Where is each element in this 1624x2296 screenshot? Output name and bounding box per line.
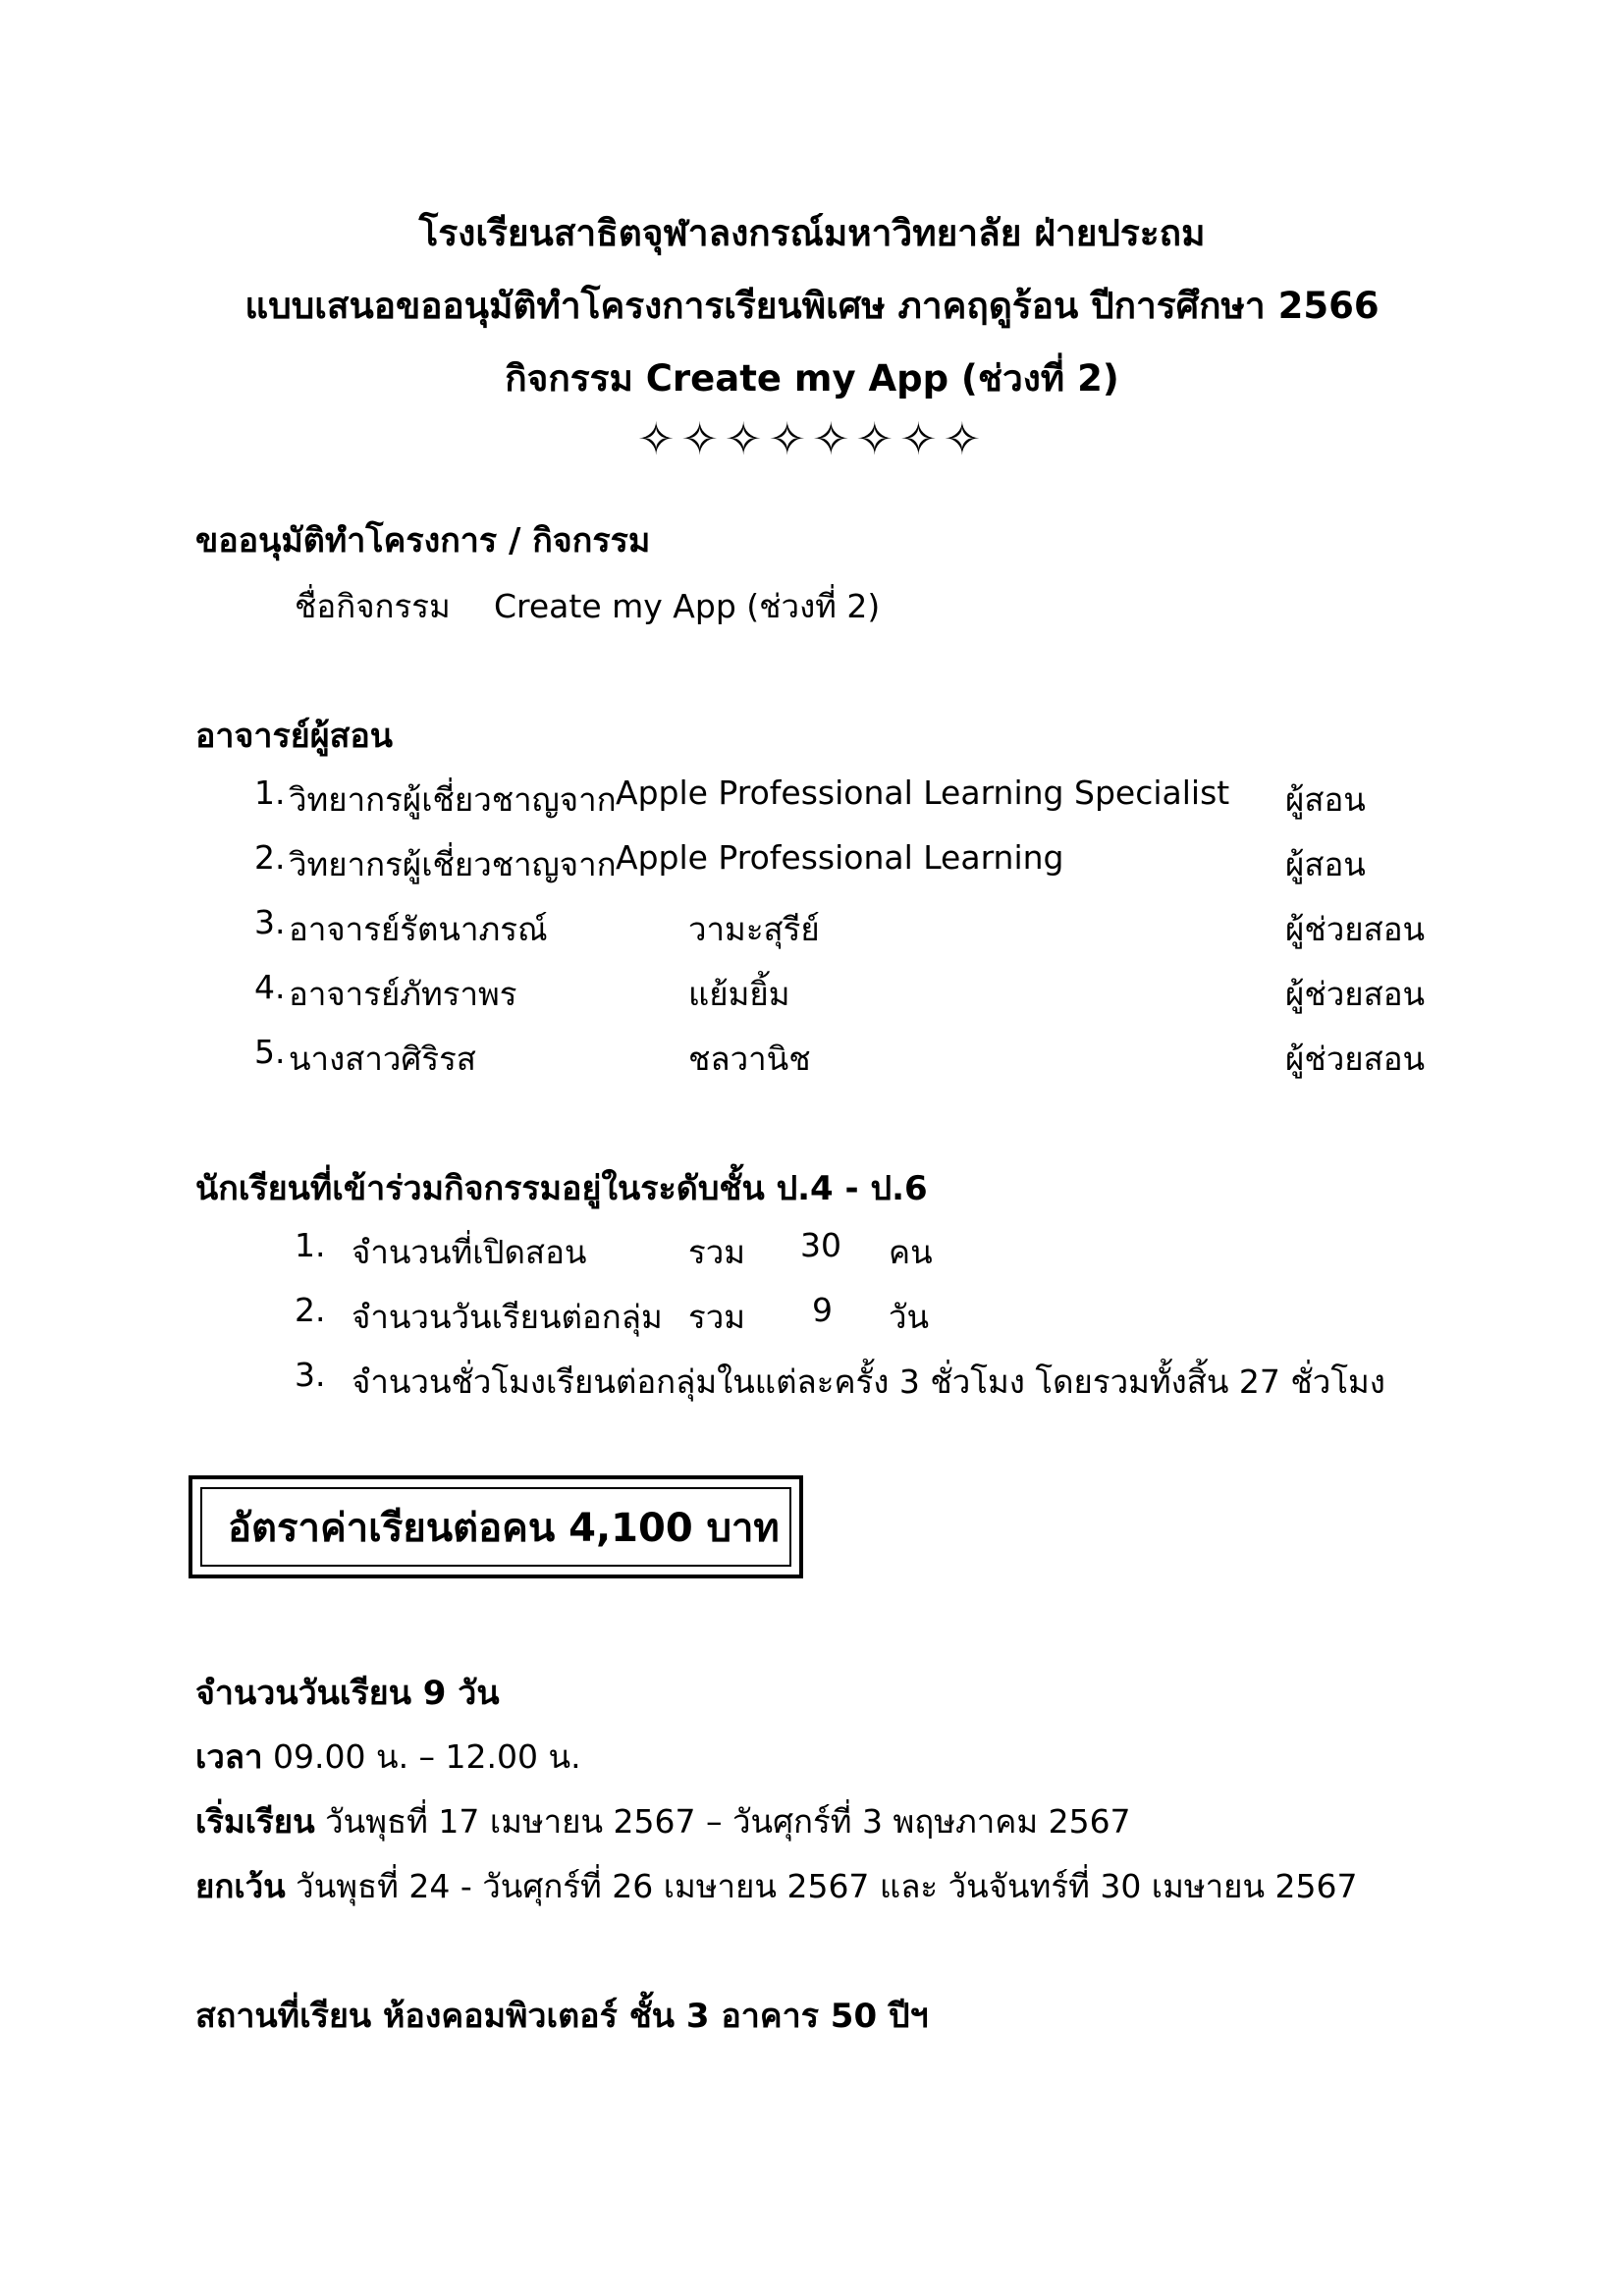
fee-box	[189, 1475, 803, 1578]
item-number: 2.	[295, 1291, 326, 1329]
item-unit: วัน	[889, 1298, 930, 1336]
item-unit: คน	[889, 1233, 933, 1271]
teacher-name: นางสาวศิริรส	[289, 1040, 476, 1078]
teacher-role: ผู้สอน	[1285, 780, 1366, 819]
proposal-title: แบบเสนอขออนุมัติทำโครงการเรียนพิเศษ ภาคฤดูร้อน ปีการศึกษา 2566	[244, 285, 1380, 327]
start-line	[195, 1795, 1131, 1847]
item-number: 3.	[295, 1356, 326, 1394]
start-value: วันพุธที่ 17 เมษายน 2567 – วันศุกร์ที่ 3 พฤษภาคม 2567	[314, 1802, 1131, 1841]
teacher-number: 3.	[254, 903, 286, 941]
item-text: จำนวนชั่วโมงเรียนต่อกลุ่มในแต่ละครั้ง 3 ชั่วโมง โดยรวมทั้งสิ้น 27 ชั่วโมง	[352, 1362, 1385, 1401]
teacher-detail: ชลวานิช	[688, 1040, 811, 1078]
teacher-role: ผู้สอน	[1285, 845, 1366, 883]
item-value: 9	[812, 1291, 833, 1329]
item-total-label: รวม	[688, 1233, 746, 1271]
students-heading: นักเรียนที่เข้าร่วมกิจกรรมอยู่ในระดับชั้น ป.4 - ป.6	[195, 1169, 928, 1208]
teacher-detail: Apple Professional Learning	[616, 838, 1064, 877]
activity-name-label: ชื่อกิจกรรม	[295, 587, 451, 625]
time-label: เวลา	[195, 1737, 263, 1776]
teacher-role: ผู้ช่วยสอน	[1285, 1040, 1426, 1078]
item-label: จำนวนที่เปิดสอน	[352, 1233, 587, 1271]
item-label: จำนวนวันเรียนต่อกลุ่ม	[352, 1298, 663, 1336]
teacher-name: อาจารย์รัตนาภรณ์	[289, 910, 548, 948]
study-days: จำนวนวันเรียน 9 วัน	[195, 1674, 500, 1713]
except-value: วันพุธที่ 24 - วันศุกร์ที่ 26 เมษายน 2567 และ วันจันทร์ที่ 30 เมษายน 2567	[285, 1867, 1358, 1905]
item-number: 1.	[295, 1226, 326, 1264]
teacher-number: 1.	[254, 774, 286, 812]
teacher-role: ผู้ช่วยสอน	[1285, 910, 1426, 948]
school-title: โรงเรียนสาธิตจุฬาลงกรณ์มหาวิทยาลัย ฝ่ายประถม	[418, 212, 1206, 254]
teacher-name: วิทยากรผู้เชี่ยวชาญจาก	[289, 845, 617, 883]
teacher-detail: Apple Professional Learning Specialist	[616, 774, 1230, 812]
teacher-number: 2.	[254, 838, 286, 877]
item-total-label: รวม	[688, 1298, 746, 1336]
except-label: ยกเว้น	[195, 1867, 286, 1905]
except-line	[195, 1860, 1358, 1912]
teachers-heading: อาจารย์ผู้สอน	[195, 717, 394, 756]
time-line	[195, 1731, 581, 1783]
teacher-detail: วามะสุรีย์	[688, 910, 820, 948]
teacher-number: 4.	[254, 968, 286, 1006]
star-divider: ✧✧✧✧✧✧✧✧	[636, 412, 988, 465]
activity-title: กิจกรรม Create my App (ช่วงที่ 2)	[505, 357, 1119, 400]
activity-name-value: Create my App (ช่วงที่ 2)	[494, 587, 881, 625]
approval-heading: ขออนุมัติทำโครงการ / กิจกรรม	[195, 521, 651, 561]
teacher-detail: แย้มยิ้ม	[688, 975, 790, 1013]
teacher-number: 5.	[254, 1033, 286, 1071]
teacher-role: ผู้ช่วยสอน	[1285, 975, 1426, 1013]
start-label: เริ่มเรียน	[195, 1802, 315, 1841]
location: สถานที่เรียน ห้องคอมพิวเตอร์ ชั้น 3 อาคาร 50 ปีฯ	[195, 1997, 929, 2036]
fee-text: อัตราค่าเรียนต่อคน 4,100 บาท	[200, 1487, 791, 1567]
teacher-name: วิทยากรผู้เชี่ยวชาญจาก	[289, 780, 617, 819]
time-value: 09.00 น. – 12.00 น.	[262, 1737, 581, 1776]
teacher-name: อาจารย์ภัทราพร	[289, 975, 517, 1013]
item-value: 30	[800, 1226, 841, 1264]
